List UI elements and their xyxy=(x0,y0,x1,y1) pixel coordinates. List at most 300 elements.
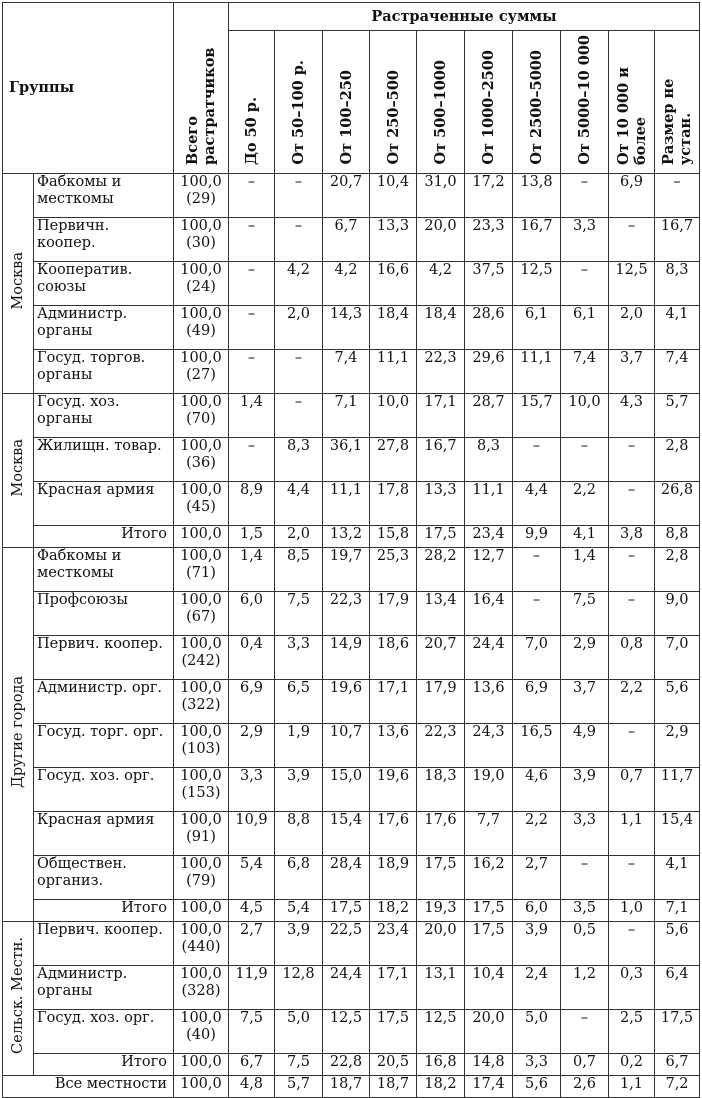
value-cell: – xyxy=(275,173,323,217)
value-cell: 2,0 xyxy=(275,305,323,349)
value-cell: 5,0 xyxy=(513,1009,561,1053)
value-cell: 16,6 xyxy=(370,261,417,305)
value-cell: 7,4 xyxy=(561,349,609,393)
value-cell: 2,9 xyxy=(229,723,275,767)
value-cell: 0,3 xyxy=(609,965,655,1009)
table-row xyxy=(3,591,700,635)
value-cell: 17,5 xyxy=(370,1009,417,1053)
total-count-cell: 100,0 (153) xyxy=(174,767,229,811)
value-cell: 20,7 xyxy=(323,173,370,217)
category-cell: Красная армия xyxy=(34,481,174,525)
value-cell: 4,1 xyxy=(655,855,700,899)
value-cell: 4,3 xyxy=(609,393,655,437)
value-cell: – xyxy=(561,855,609,899)
group-label: Москва xyxy=(3,393,34,547)
total-count-cell: 100,0 (328) xyxy=(174,965,229,1009)
value-cell: 7,5 xyxy=(561,591,609,635)
value-cell: 17,1 xyxy=(417,393,465,437)
column-header: От 50–100 р. xyxy=(275,31,323,174)
value-cell: 7,0 xyxy=(513,635,561,679)
value-cell: 2,7 xyxy=(229,921,275,965)
value-cell: – xyxy=(609,437,655,481)
value-cell: – xyxy=(275,349,323,393)
spent-header: Растраченные суммы xyxy=(229,3,700,31)
value-cell: 17,6 xyxy=(417,811,465,855)
value-cell: 18,9 xyxy=(370,855,417,899)
value-cell: 16,7 xyxy=(417,437,465,481)
value-cell: 4,9 xyxy=(561,723,609,767)
value-cell: 22,5 xyxy=(323,921,370,965)
column-header: Размер не устан. xyxy=(655,31,700,174)
category-cell: Госуд. хоз. орг. xyxy=(34,767,174,811)
value-cell: 6,9 xyxy=(609,173,655,217)
value-cell: 28,7 xyxy=(465,393,513,437)
total-count-cell: 100,0 (79) xyxy=(174,855,229,899)
grand-total-label: Все местности xyxy=(3,1075,174,1097)
table-row xyxy=(3,811,700,855)
value-cell: – xyxy=(609,217,655,261)
value-cell: 1,4 xyxy=(229,393,275,437)
value-cell: 8,5 xyxy=(275,547,323,591)
category-cell: Администр. органы xyxy=(34,305,174,349)
value-cell: 3,9 xyxy=(561,767,609,811)
value-cell: 6,1 xyxy=(513,305,561,349)
value-cell: 11,9 xyxy=(229,965,275,1009)
value-cell: 16,2 xyxy=(465,855,513,899)
value-cell: 13,6 xyxy=(370,723,417,767)
groups-header: Группы xyxy=(3,3,174,174)
category-cell: Обществен. организ. xyxy=(34,855,174,899)
value-cell: 14,9 xyxy=(323,635,370,679)
subtotal-value: 16,8 xyxy=(417,1053,465,1075)
value-cell: – xyxy=(513,547,561,591)
value-cell: 6,5 xyxy=(275,679,323,723)
value-cell: 2,2 xyxy=(561,481,609,525)
total-count-cell: 100,0 (29) xyxy=(174,173,229,217)
column-header: От 10 000 и более xyxy=(609,31,655,174)
table-row xyxy=(3,965,700,1009)
value-cell: 2,9 xyxy=(655,723,700,767)
column-header: От 500–1000 xyxy=(417,31,465,174)
table-row xyxy=(3,855,700,899)
value-cell: 20,7 xyxy=(417,635,465,679)
value-cell: 0,8 xyxy=(609,635,655,679)
value-cell: – xyxy=(513,437,561,481)
category-cell: Первич. коопер. xyxy=(34,635,174,679)
grand-total-value: 18,2 xyxy=(417,1075,465,1097)
value-cell: 7,4 xyxy=(323,349,370,393)
grand-total-value: 2,6 xyxy=(561,1075,609,1097)
table-row xyxy=(3,393,700,437)
subtotal-value: 7,5 xyxy=(275,1053,323,1075)
value-cell: 12,8 xyxy=(275,965,323,1009)
value-cell: 26,8 xyxy=(655,481,700,525)
subtotal-value: 19,3 xyxy=(417,899,465,921)
value-cell: – xyxy=(229,217,275,261)
value-cell: 11,7 xyxy=(655,767,700,811)
value-cell: 14,3 xyxy=(323,305,370,349)
value-cell: 3,7 xyxy=(609,349,655,393)
value-cell: 16,4 xyxy=(465,591,513,635)
value-cell: 13,6 xyxy=(465,679,513,723)
value-cell: 17,5 xyxy=(655,1009,700,1053)
value-cell: 2,4 xyxy=(513,965,561,1009)
subtotal-value: 0,7 xyxy=(561,1053,609,1075)
value-cell: 17,5 xyxy=(417,855,465,899)
subtotal-row xyxy=(3,1053,700,1075)
grand-total-value: 1,1 xyxy=(609,1075,655,1097)
value-cell: 17,9 xyxy=(370,591,417,635)
value-cell: 12,5 xyxy=(513,261,561,305)
value-cell: – xyxy=(609,481,655,525)
value-cell: – xyxy=(513,591,561,635)
table-row xyxy=(3,305,700,349)
value-cell: 1,1 xyxy=(609,811,655,855)
value-cell: 15,0 xyxy=(323,767,370,811)
value-cell: 15,7 xyxy=(513,393,561,437)
subtotal-value: 5,4 xyxy=(275,899,323,921)
grand-total-pct: 100,0 xyxy=(174,1075,229,1097)
total-count-cell: 100,0 (30) xyxy=(174,217,229,261)
value-cell: 16,5 xyxy=(513,723,561,767)
table-row xyxy=(3,767,700,811)
value-cell: 28,4 xyxy=(323,855,370,899)
value-cell: 4,2 xyxy=(275,261,323,305)
value-cell: 3,3 xyxy=(229,767,275,811)
total-count-cell: 100,0 (67) xyxy=(174,591,229,635)
grand-total-value: 18,7 xyxy=(323,1075,370,1097)
value-cell: 13,8 xyxy=(513,173,561,217)
value-cell: 7,1 xyxy=(323,393,370,437)
value-cell: – xyxy=(609,723,655,767)
category-cell: Госуд. торгов. органы xyxy=(34,349,174,393)
value-cell: 2,7 xyxy=(513,855,561,899)
value-cell: 12,5 xyxy=(609,261,655,305)
value-cell: 4,4 xyxy=(513,481,561,525)
value-cell: 4,2 xyxy=(323,261,370,305)
total-count-cell: 100,0 (24) xyxy=(174,261,229,305)
subtotal-value: 18,2 xyxy=(370,899,417,921)
value-cell: 1,4 xyxy=(561,547,609,591)
value-cell: 18,6 xyxy=(370,635,417,679)
value-cell: 17,9 xyxy=(417,679,465,723)
subtotal-value: 7,1 xyxy=(655,899,700,921)
value-cell: 8,3 xyxy=(465,437,513,481)
subtotal-value: 13,2 xyxy=(323,525,370,547)
value-cell: – xyxy=(229,305,275,349)
subtotal-value: 6,0 xyxy=(513,899,561,921)
value-cell: 12,5 xyxy=(417,1009,465,1053)
value-cell: 10,9 xyxy=(229,811,275,855)
category-cell: Госуд. торг. орг. xyxy=(34,723,174,767)
value-cell: 2,2 xyxy=(609,679,655,723)
value-cell: 24,4 xyxy=(323,965,370,1009)
value-cell: 31,0 xyxy=(417,173,465,217)
value-cell: 1,2 xyxy=(561,965,609,1009)
value-cell: 10,4 xyxy=(370,173,417,217)
value-cell: 2,8 xyxy=(655,547,700,591)
subtotal-value: 0,2 xyxy=(609,1053,655,1075)
value-cell: 8,3 xyxy=(275,437,323,481)
column-header: От 250–500 xyxy=(370,31,417,174)
value-cell: 2,0 xyxy=(609,305,655,349)
total-count-cell: 100,0 (70) xyxy=(174,393,229,437)
table-row xyxy=(3,547,700,591)
value-cell: 11,1 xyxy=(323,481,370,525)
value-cell: 1,9 xyxy=(275,723,323,767)
value-cell: 6,9 xyxy=(229,679,275,723)
subtotal-value: 23,4 xyxy=(465,525,513,547)
value-cell: 11,1 xyxy=(370,349,417,393)
value-cell: 2,9 xyxy=(561,635,609,679)
grand-total-value: 5,6 xyxy=(513,1075,561,1097)
value-cell: 15,4 xyxy=(323,811,370,855)
value-cell: 36,1 xyxy=(323,437,370,481)
value-cell: 18,4 xyxy=(417,305,465,349)
subtotal-row xyxy=(3,525,700,547)
value-cell: 37,5 xyxy=(465,261,513,305)
category-cell: Первич. коопер. xyxy=(34,921,174,965)
subtotal-value: 20,5 xyxy=(370,1053,417,1075)
table-row xyxy=(3,679,700,723)
grand-total-value: 17,4 xyxy=(465,1075,513,1097)
value-cell: 6,4 xyxy=(655,965,700,1009)
grand-total-value: 18,7 xyxy=(370,1075,417,1097)
value-cell: 1,4 xyxy=(229,547,275,591)
column-header: От 100–250 xyxy=(323,31,370,174)
value-cell: 6,9 xyxy=(513,679,561,723)
value-cell: 4,6 xyxy=(513,767,561,811)
value-cell: 18,4 xyxy=(370,305,417,349)
subtotal-value: 1,5 xyxy=(229,525,275,547)
value-cell: 11,1 xyxy=(465,481,513,525)
subtotal-value: 14,8 xyxy=(465,1053,513,1075)
table-row xyxy=(3,723,700,767)
value-cell: 8,3 xyxy=(655,261,700,305)
category-cell: Первичн. коопер. xyxy=(34,217,174,261)
value-cell: – xyxy=(275,217,323,261)
value-cell: – xyxy=(609,591,655,635)
subtotal-pct: 100,0 xyxy=(174,525,229,547)
value-cell: 28,2 xyxy=(417,547,465,591)
value-cell: 29,6 xyxy=(465,349,513,393)
value-cell: 23,3 xyxy=(465,217,513,261)
category-cell: Фабкомы и месткомы xyxy=(34,173,174,217)
value-cell: 3,7 xyxy=(561,679,609,723)
table-row xyxy=(3,173,700,217)
total-count-cell: 100,0 (27) xyxy=(174,349,229,393)
value-cell: 13,3 xyxy=(417,481,465,525)
value-cell: – xyxy=(229,173,275,217)
value-cell: 7,5 xyxy=(229,1009,275,1053)
total-count-cell: 100,0 (45) xyxy=(174,481,229,525)
total-count-cell: 100,0 (71) xyxy=(174,547,229,591)
value-cell: 19,7 xyxy=(323,547,370,591)
category-cell: Кооператив. союзы xyxy=(34,261,174,305)
value-cell: – xyxy=(609,547,655,591)
value-cell: 13,3 xyxy=(370,217,417,261)
grand-total-row xyxy=(3,1075,700,1097)
value-cell: 9,0 xyxy=(655,591,700,635)
table-row xyxy=(3,217,700,261)
table-row xyxy=(3,921,700,965)
subtotal-label: Итого xyxy=(34,525,174,547)
value-cell: 6,0 xyxy=(229,591,275,635)
value-cell: 20,0 xyxy=(417,921,465,965)
value-cell: 8,8 xyxy=(275,811,323,855)
column-header: От 2500–5000 xyxy=(513,31,561,174)
value-cell: 24,4 xyxy=(465,635,513,679)
group-label: Другие города xyxy=(3,547,34,921)
value-cell: 16,7 xyxy=(513,217,561,261)
subtotal-value: 6,7 xyxy=(229,1053,275,1075)
table-row xyxy=(3,635,700,679)
value-cell: 20,0 xyxy=(465,1009,513,1053)
subtotal-value: 15,8 xyxy=(370,525,417,547)
value-cell: 17,6 xyxy=(370,811,417,855)
value-cell: 22,3 xyxy=(417,349,465,393)
total-count-cell: 100,0 (40) xyxy=(174,1009,229,1053)
value-cell: 5,7 xyxy=(655,393,700,437)
total-count-cell: 100,0 (440) xyxy=(174,921,229,965)
value-cell: 10,0 xyxy=(561,393,609,437)
grand-total-value: 4,8 xyxy=(229,1075,275,1097)
total-count-cell: 100,0 (49) xyxy=(174,305,229,349)
subtotal-value: 8,8 xyxy=(655,525,700,547)
value-cell: – xyxy=(609,921,655,965)
value-cell: 28,6 xyxy=(465,305,513,349)
value-cell: 17,2 xyxy=(465,173,513,217)
subtotal-label: Итого xyxy=(34,899,174,921)
column-header: От 5000–10 000 xyxy=(561,31,609,174)
grand-total-value: 7,2 xyxy=(655,1075,700,1097)
table-row xyxy=(3,1009,700,1053)
subtotal-value: 9,9 xyxy=(513,525,561,547)
subtotal-value: 3,3 xyxy=(513,1053,561,1075)
value-cell: 2,8 xyxy=(655,437,700,481)
subtotal-value: 6,7 xyxy=(655,1053,700,1075)
subtotal-value: 17,5 xyxy=(323,899,370,921)
value-cell: 17,5 xyxy=(465,921,513,965)
value-cell: 10,0 xyxy=(370,393,417,437)
value-cell: – xyxy=(561,1009,609,1053)
value-cell: 10,4 xyxy=(465,965,513,1009)
value-cell: 17,1 xyxy=(370,679,417,723)
value-cell: 25,3 xyxy=(370,547,417,591)
category-cell: Фабкомы и месткомы xyxy=(34,547,174,591)
subtotal-value: 3,5 xyxy=(561,899,609,921)
value-cell: 12,7 xyxy=(465,547,513,591)
value-cell: 23,4 xyxy=(370,921,417,965)
table-row xyxy=(3,261,700,305)
value-cell: 3,3 xyxy=(275,635,323,679)
value-cell: 6,8 xyxy=(275,855,323,899)
value-cell: 17,1 xyxy=(370,965,417,1009)
value-cell: 6,7 xyxy=(323,217,370,261)
table-row xyxy=(3,481,700,525)
value-cell: – xyxy=(609,855,655,899)
value-cell: 13,4 xyxy=(417,591,465,635)
total-count-cell: 100,0 (91) xyxy=(174,811,229,855)
column-header: До 50 р. xyxy=(229,31,275,174)
subtotal-row xyxy=(3,899,700,921)
value-cell: 7,0 xyxy=(655,635,700,679)
value-cell: – xyxy=(229,261,275,305)
group-label: Сельск. Местн. xyxy=(3,921,34,1075)
value-cell: 8,9 xyxy=(229,481,275,525)
total-count-cell: 100,0 (322) xyxy=(174,679,229,723)
subtotal-value: 1,0 xyxy=(609,899,655,921)
value-cell: 3,3 xyxy=(561,811,609,855)
value-cell: 3,9 xyxy=(513,921,561,965)
subtotal-value: 4,5 xyxy=(229,899,275,921)
value-cell: 13,1 xyxy=(417,965,465,1009)
subtotal-label: Итого xyxy=(34,1053,174,1075)
table-body xyxy=(3,173,700,1097)
value-cell: 5,6 xyxy=(655,679,700,723)
table-row xyxy=(3,437,700,481)
value-cell: – xyxy=(275,393,323,437)
value-cell: 16,7 xyxy=(655,217,700,261)
group-label: Москва xyxy=(3,173,34,393)
value-cell: 19,0 xyxy=(465,767,513,811)
category-cell: Госуд. хоз. орг. xyxy=(34,1009,174,1053)
value-cell: – xyxy=(655,173,700,217)
value-cell: 2,2 xyxy=(513,811,561,855)
value-cell: 3,9 xyxy=(275,767,323,811)
subtotal-value: 2,0 xyxy=(275,525,323,547)
value-cell: 12,5 xyxy=(323,1009,370,1053)
value-cell: 15,4 xyxy=(655,811,700,855)
value-cell: 6,1 xyxy=(561,305,609,349)
category-cell: Администр. органы xyxy=(34,965,174,1009)
value-cell: 5,4 xyxy=(229,855,275,899)
value-cell: 19,6 xyxy=(323,679,370,723)
value-cell: 7,5 xyxy=(275,591,323,635)
embezzlement-table xyxy=(2,2,700,1098)
value-cell: 11,1 xyxy=(513,349,561,393)
total-count-cell: 100,0 (36) xyxy=(174,437,229,481)
subtotal-pct: 100,0 xyxy=(174,1053,229,1075)
grand-total-value: 5,7 xyxy=(275,1075,323,1097)
subtotal-value: 22,8 xyxy=(323,1053,370,1075)
category-cell: Госуд. хоз. органы xyxy=(34,393,174,437)
value-cell: – xyxy=(561,261,609,305)
value-cell: 0,5 xyxy=(561,921,609,965)
value-cell: – xyxy=(229,349,275,393)
subtotal-value: 4,1 xyxy=(561,525,609,547)
category-cell: Жилищн. товар. xyxy=(34,437,174,481)
value-cell: 20,0 xyxy=(417,217,465,261)
value-cell: 5,6 xyxy=(655,921,700,965)
subtotal-pct: 100,0 xyxy=(174,899,229,921)
value-cell: 27,8 xyxy=(370,437,417,481)
value-cell: 3,3 xyxy=(561,217,609,261)
value-cell: 4,1 xyxy=(655,305,700,349)
value-cell: 7,4 xyxy=(655,349,700,393)
value-cell: 7,7 xyxy=(465,811,513,855)
value-cell: – xyxy=(561,173,609,217)
value-cell: 24,3 xyxy=(465,723,513,767)
value-cell: 18,3 xyxy=(417,767,465,811)
value-cell: 10,7 xyxy=(323,723,370,767)
column-header: От 1000–2500 xyxy=(465,31,513,174)
total-count-cell: 100,0 (103) xyxy=(174,723,229,767)
value-cell: 3,9 xyxy=(275,921,323,965)
subtotal-value: 3,8 xyxy=(609,525,655,547)
total-count-cell: 100,0 (242) xyxy=(174,635,229,679)
category-cell: Профсоюзы xyxy=(34,591,174,635)
